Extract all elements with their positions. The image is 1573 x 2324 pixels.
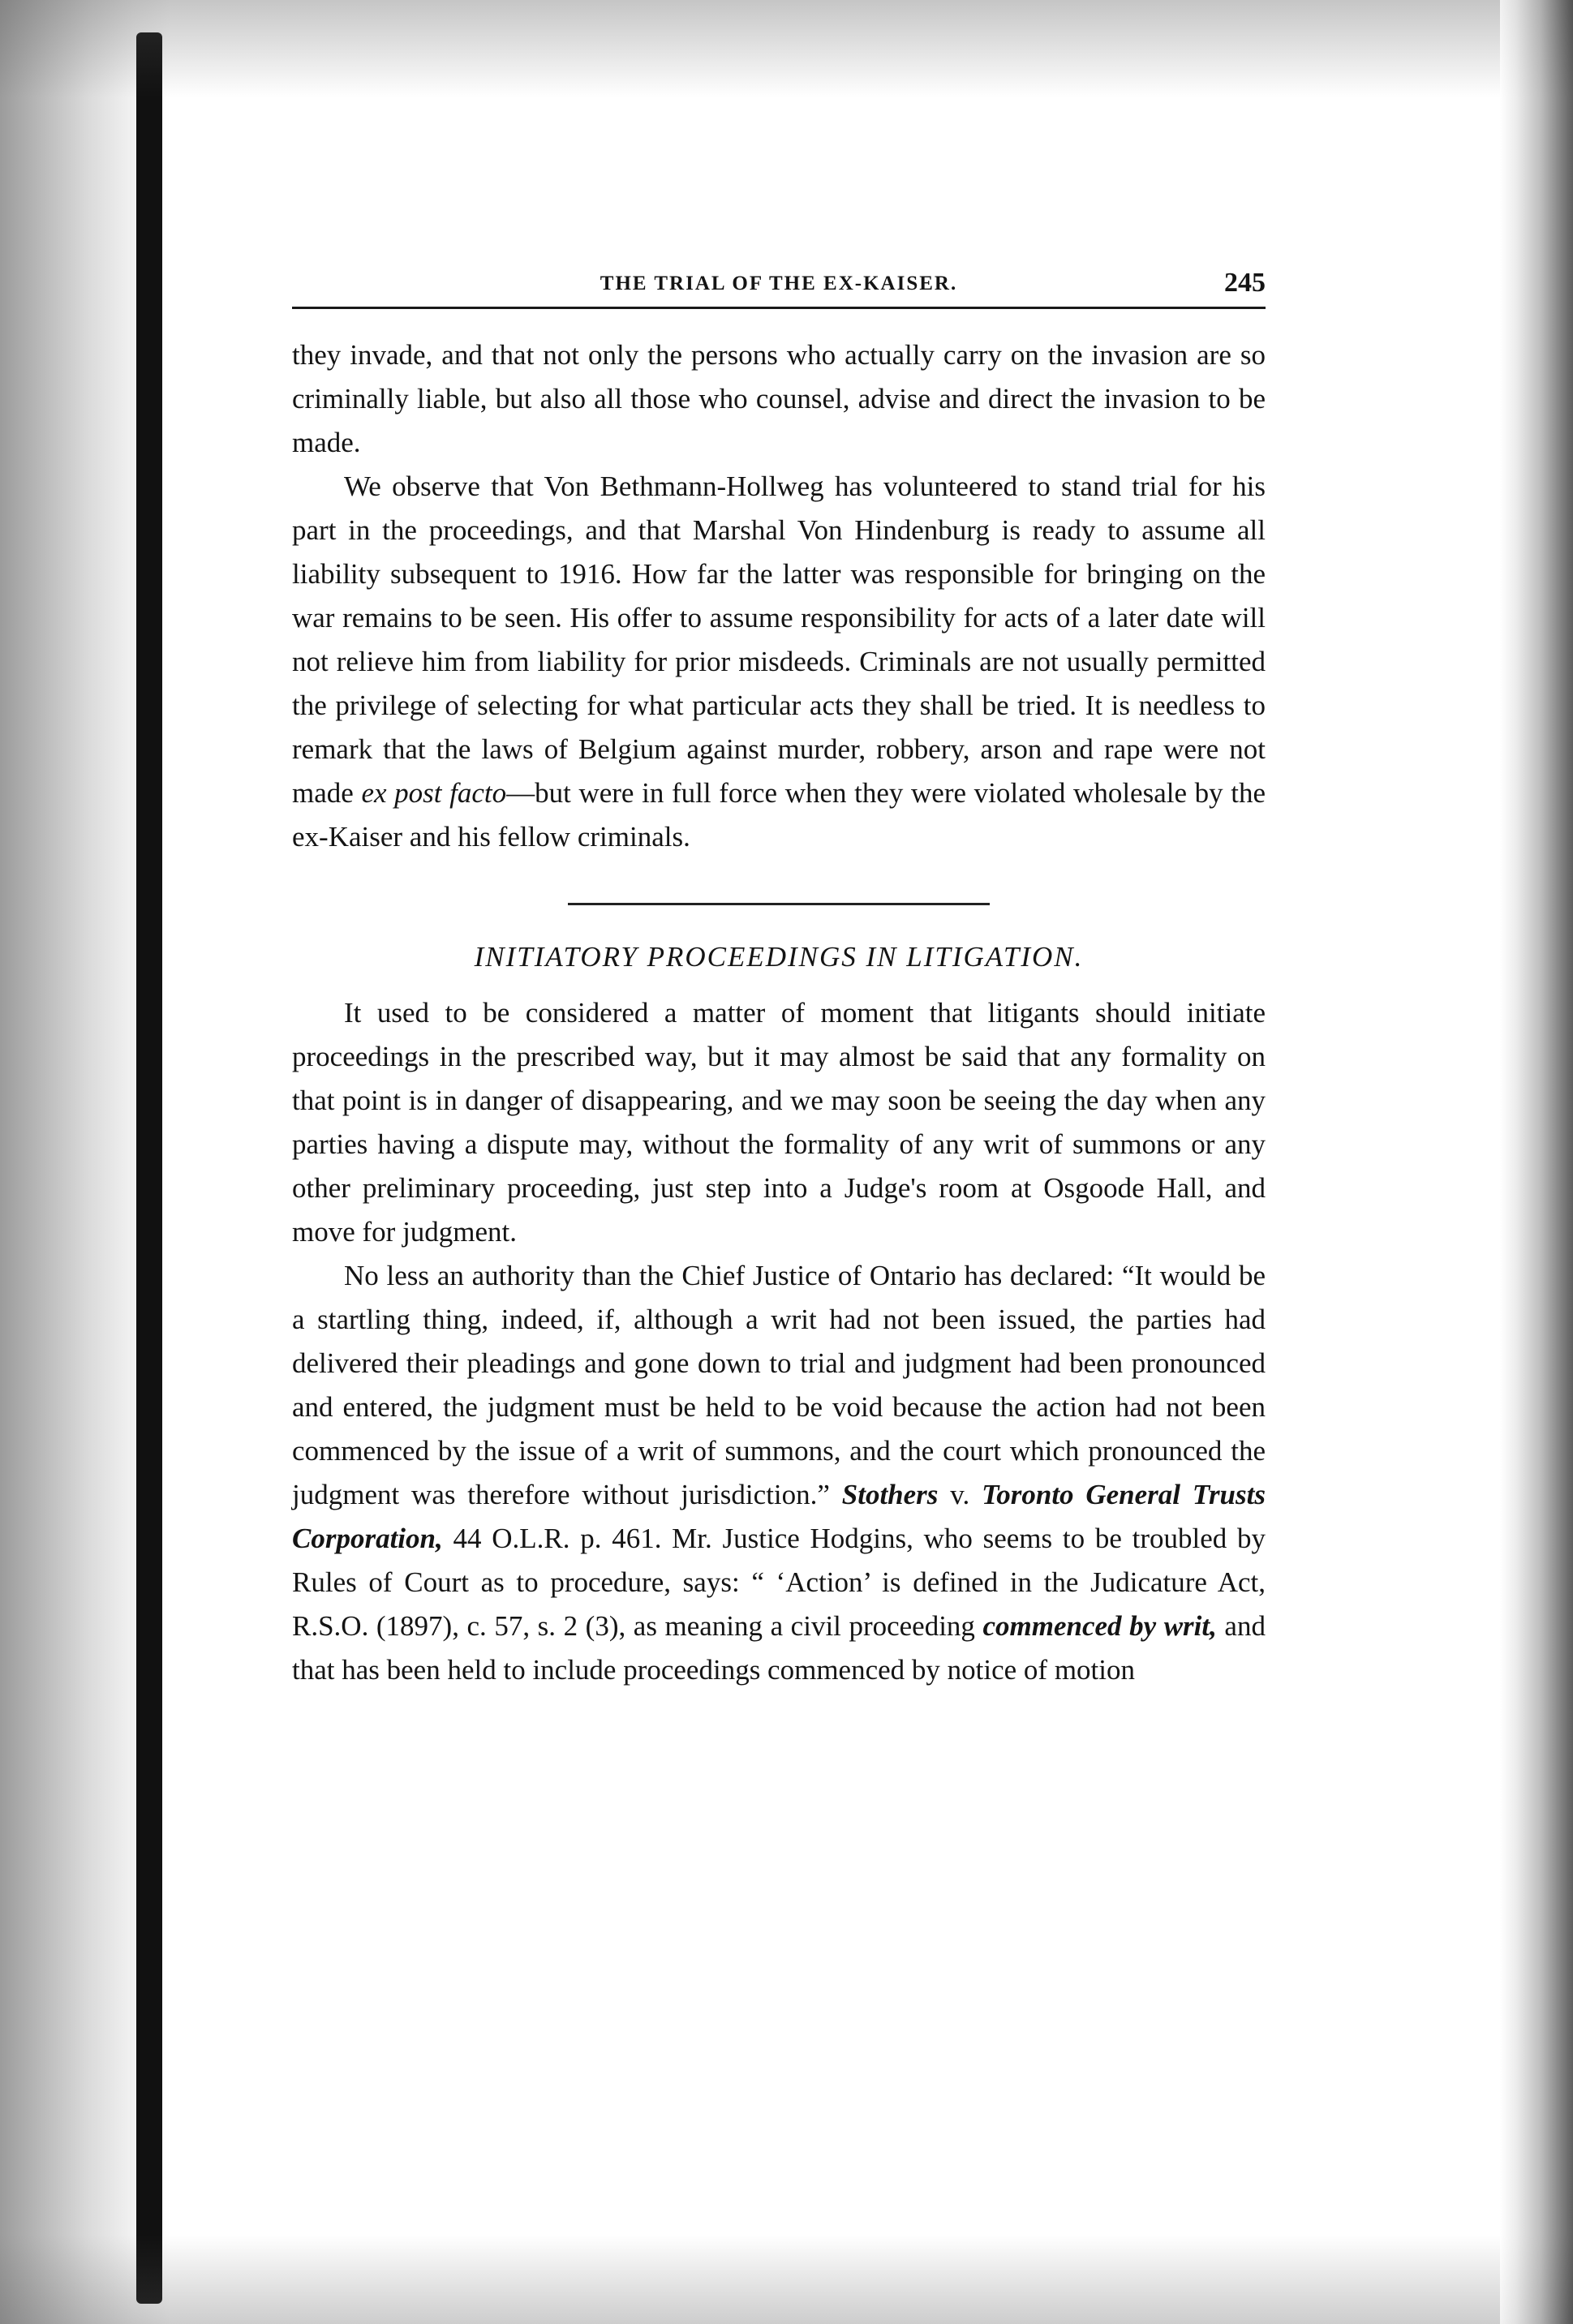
- paragraph-litigants: It used to be considered a matter of moment that litigants should initiate proceedings in the prescribed way, but it may almost be said that any formality on that point is in danger of disappearing, and we may soon be seeing the day when any parties having a dispute may, without the formality of any writ of summons or any other preliminary proceeding, just step into a Judge's room at Osgoode Hall, and move for judgment.: [292, 997, 1266, 1248]
- italic-phrase: commenced by writ,: [982, 1610, 1217, 1642]
- scan-top-edge: [0, 0, 1573, 97]
- page-right-edge: [1500, 0, 1573, 2324]
- paragraph-bethmann-hollweg: [292, 465, 1266, 859]
- paragraph-text: No less an authority than the Chief Justice of Ontario has declared: “It would be a startling thing, indeed, if, although a writ had not been issued, the parties had delivered their pleadings and gone down to trial and judgment had been pronounced and entered, the judgment must be held to be void because the action had not been commenced by the issue of a writ of summons, and the court which pronounced the judgment was therefore without jurisdiction.”: [292, 1260, 1266, 1510]
- running-header: [292, 268, 1266, 309]
- running-title: THE TRIAL OF THE EX-KAISER.: [600, 273, 958, 294]
- paragraph-text: We observe that Von Bethmann-Hollweg has volunteered to stand trial for his part in the proceedings, and that Marshal Von Hindenburg is ready to assume all liability subsequent to 1916. How far the latter was responsible for bringing on the war remains to be seen. His offer to assume responsibility for acts of a later date will not relieve him from liability for prior misdeeds. Criminals are not usually permitted the privilege of selecting for what particular acts they shall be tried. It is needless to remark that the laws of Belgium against murder, robbery, arson and rape were not made: [292, 470, 1266, 809]
- book-spine-shadow: [136, 32, 162, 2304]
- case-name: Stothers: [841, 1479, 939, 1510]
- paragraph-text: v.: [938, 1479, 982, 1510]
- scan-bottom-edge: [0, 2235, 1573, 2324]
- italic-phrase: ex post facto: [361, 777, 507, 809]
- book-page: [292, 268, 1266, 1692]
- section-divider: [568, 903, 990, 905]
- paragraph-chief-justice: [292, 1254, 1266, 1692]
- paragraph-text: and that has been held to include proceedings commenced by notice of motion: [292, 1610, 1266, 1686]
- paragraph-continuation: they invade, and that not only the persons who actually carry on the invasion are so criminally liable, but also all those who counsel, advise and direct the invasion to be made.: [292, 339, 1266, 458]
- page-number: 245: [1224, 268, 1266, 298]
- paragraph-text: 44 O.L.R. p. 461. Mr. Justice Hodgins, who seems to be troubled by Rules of Court as to procedure, says: “ ‘Action’ is defined in the Judicature Act, R.S.O. (1897), c. 57, s. 2 (3), as meaning a civil proceeding: [292, 1523, 1266, 1642]
- section-heading: INITIATORY PROCEEDINGS IN LITIGATION.: [474, 941, 1084, 973]
- paragraph-text: —but were in full force when they were violated wholesale by the ex-Kaiser and his fellow criminals.: [292, 777, 1266, 853]
- case-name: Toronto General Trusts Corporation,: [292, 1479, 1266, 1554]
